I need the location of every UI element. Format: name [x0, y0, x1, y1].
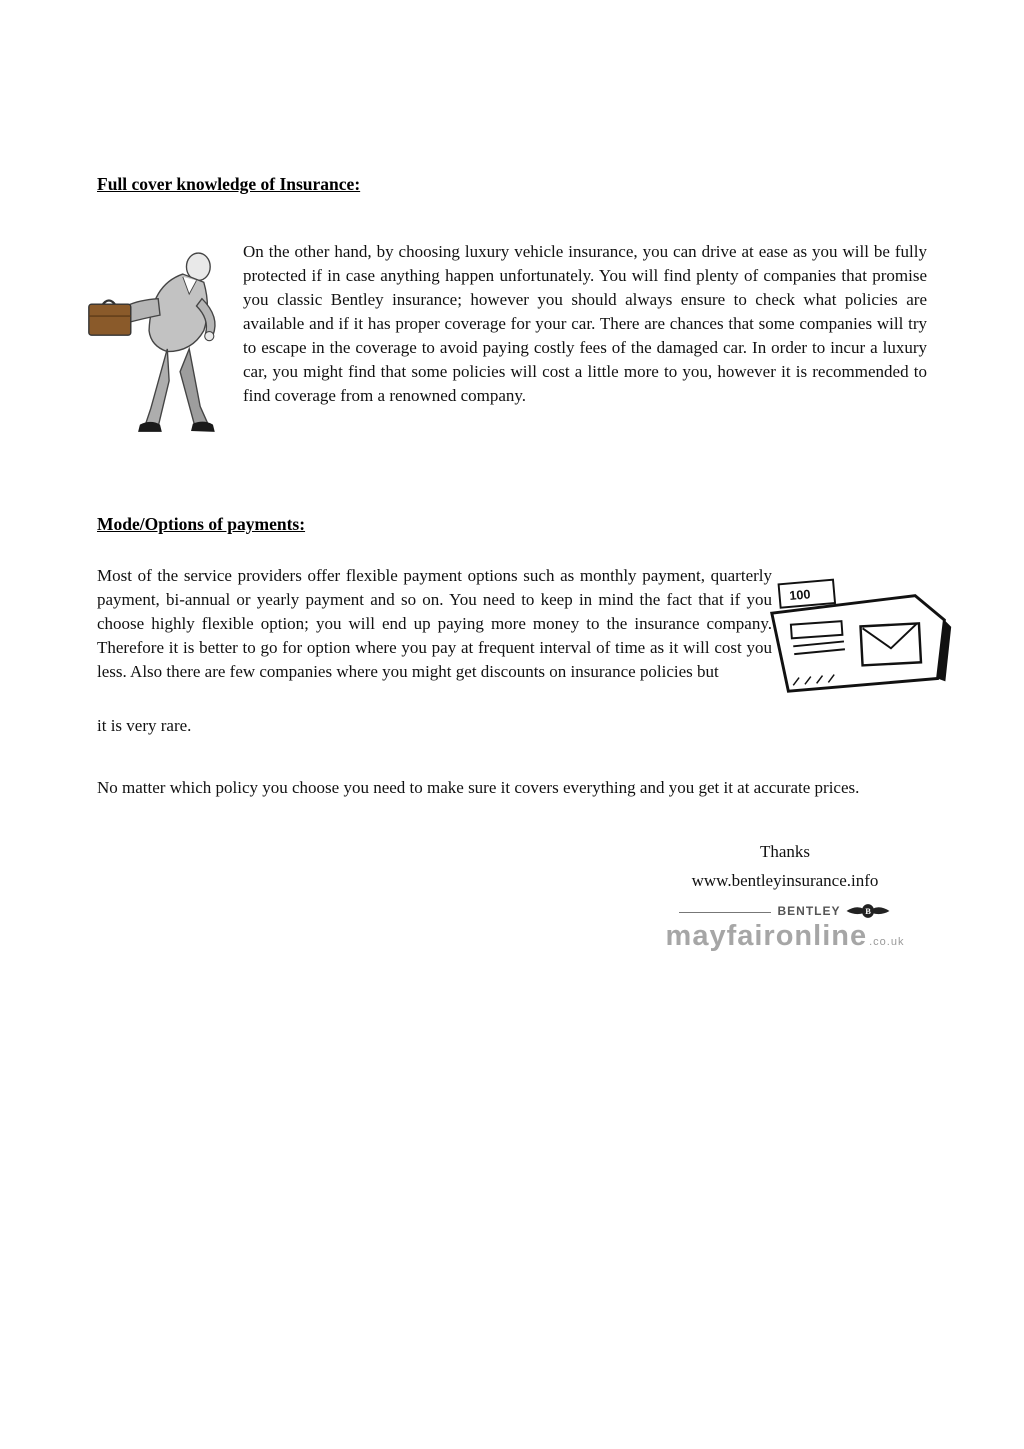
heading-full-cover-knowledge: Full cover knowledge of Insurance:: [97, 174, 361, 194]
signoff-block: [635, 840, 935, 954]
website-text: www.bentleyinsurance.info: [691, 871, 879, 890]
thanks-text: Thanks: [759, 842, 811, 861]
mayfaironline-tld: .co.uk: [869, 936, 905, 948]
mayfaironline-logo: [635, 899, 935, 954]
bentley-wings-icon: [845, 902, 891, 920]
mayfaironline-name: mayfaironline: [665, 920, 868, 952]
paragraph-policy-advice: No matter which policy you choose you need to make sure it covers everything and you get it at accurate prices.: [97, 778, 860, 797]
section-insurance-knowledge: [97, 240, 927, 492]
paragraph-luxury-insurance: On the other hand, by choosing luxury vehicle insurance, you can drive at ease as you will be fully protected if in case anything happen unfortunately. You will find plenty of companies that promise you classic Bentley insurance; however you should always ensure to check what policies are available and if it has proper coverage for your car. There are chances that some companies will try to escape in the coverage to avoid paying costly fees of the damaged car. In order to incur a luxury car, you might find that some policies will cost a little more to you, however it is recommended to find coverage from a renowned company.: [243, 242, 927, 405]
svg-text:B: B: [864, 906, 871, 917]
paragraph-very-rare: it is very rare.: [97, 716, 192, 735]
heading-mode-options-payments: Mode/Options of payments:: [97, 514, 306, 534]
businessman-with-briefcase-icon: [87, 240, 233, 476]
businessman-clipart: [87, 240, 243, 492]
bentley-brand-text: BENTLEY: [777, 904, 841, 918]
logo-rule-line: [679, 912, 771, 913]
mayfaironline-text-row: [635, 921, 935, 954]
paragraph-payment-options: Most of the service providers offer flexible payment options such as monthly payment, quarterly payment, bi-annual or yearly payment and so on. You need to keep in mind the fact that if you choose highly flexible option; you will end up paying more money to the insurance company. Therefore it is better to go for option where you pay at frequent interval of time as it will cost you less. Also there are few companies where you might get discounts on insurance policies but: [97, 566, 772, 681]
wallet-clipart: [772, 564, 927, 704]
svg-text:100: 100: [788, 587, 812, 604]
section-payment-options: [97, 564, 927, 704]
wallet-with-money-icon: [764, 576, 959, 703]
